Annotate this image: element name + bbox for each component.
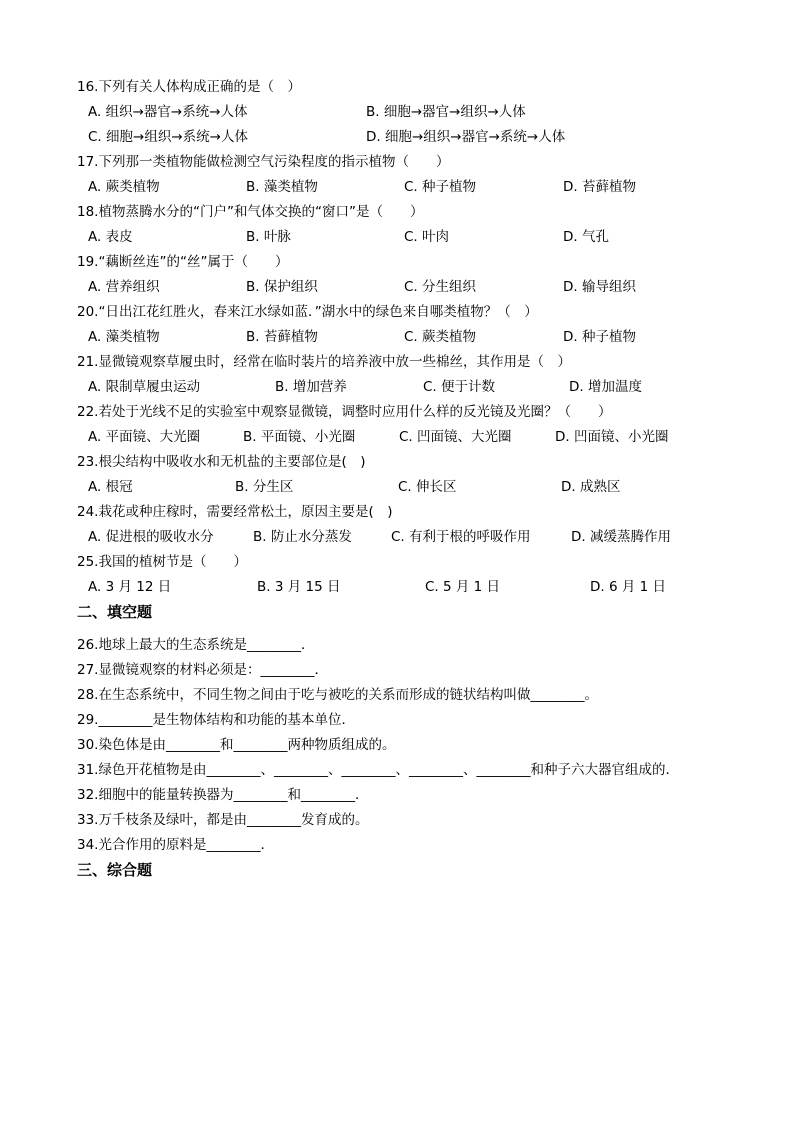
question-16: 16.下列有关人体构成正确的是（ ） bbox=[77, 79, 301, 95]
question-25-option-a: A. 3 月 12 日 bbox=[88, 579, 172, 595]
question-16-option-b: B. 细胞→器官→组织→人体 bbox=[366, 104, 526, 120]
question-25-option-b: B. 3 月 15 日 bbox=[257, 579, 341, 595]
question-16-option-d: D. 细胞→组织→器官→系统→人体 bbox=[366, 129, 566, 145]
question-21-option-b: B. 增加营养 bbox=[275, 379, 347, 395]
question-18: 18.植物蒸腾水分的“门户”和气体交换的“窗口”是（ ） bbox=[77, 204, 424, 220]
question-21-option-a: A. 限制草履虫运动 bbox=[88, 379, 201, 395]
question-22-option-a: A. 平面镜、大光圈 bbox=[88, 429, 201, 445]
question-20-option-b: B. 苔藓植物 bbox=[246, 329, 318, 345]
question-22-option-c: C. 凹面镜、大光圈 bbox=[399, 429, 512, 445]
question-18-option-a: A. 表皮 bbox=[88, 229, 133, 245]
question-18-option-b: B. 叶脉 bbox=[246, 229, 291, 245]
question-20-option-d: D. 种子植物 bbox=[563, 329, 636, 345]
question-19-option-a: A. 营养组织 bbox=[88, 279, 160, 295]
question-32: 32.细胞中的能量转换器为________和________． bbox=[77, 787, 369, 803]
question-21-option-c: C. 便于计数 bbox=[423, 379, 496, 395]
section-title-comprehensive: 三、综合题 bbox=[77, 861, 153, 879]
question-19: 19.“藕断丝连”的“丝”属于（ ） bbox=[77, 254, 289, 270]
question-25-option-d: D. 6 月 1 日 bbox=[590, 579, 667, 595]
question-16-option-a: A. 组织→器官→系统→人体 bbox=[88, 104, 248, 120]
question-22-option-b: B. 平面镜、小光圈 bbox=[243, 429, 356, 445]
question-34: 34.光合作用的原料是________． bbox=[77, 837, 274, 853]
question-22: 22.若处于光线不足的实验室中观察显微镜，调整时应用什么样的反光镜及光圈？（ ） bbox=[77, 404, 612, 420]
question-17: 17.下列那一类植物能做检测空气污染程度的指示植物（ ） bbox=[77, 154, 450, 170]
question-24-option-b: B. 防止水分蒸发 bbox=[253, 529, 352, 545]
question-27: 27.显微镜观察的材料必须是：________． bbox=[77, 662, 328, 678]
question-16-option-c: C. 细胞→组织→系统→人体 bbox=[88, 129, 248, 145]
question-19-option-c: C. 分生组织 bbox=[404, 279, 477, 295]
question-19-option-d: D. 输导组织 bbox=[563, 279, 636, 295]
section-title-fill-blank: 二、填空题 bbox=[77, 603, 153, 621]
question-21: 21.显微镜观察草履虫时，经常在临时装片的培养液中放一些棉丝，其作用是（ ） bbox=[77, 354, 571, 370]
question-29: 29.________是生物体结构和功能的基本单位． bbox=[77, 712, 355, 728]
question-33: 33.万千枝条及绿叶，都是由________发育成的。 bbox=[77, 812, 369, 828]
question-17-option-b: B. 藻类植物 bbox=[246, 179, 318, 195]
question-18-option-d: D. 气孔 bbox=[563, 229, 609, 245]
question-23-option-c: C. 伸长区 bbox=[398, 479, 457, 495]
question-23: 23.根尖结构中吸收水和无机盐的主要部位是( ) bbox=[77, 454, 366, 470]
question-25-option-c: C. 5 月 1 日 bbox=[425, 579, 501, 595]
question-17-option-a: A. 蕨类植物 bbox=[88, 179, 160, 195]
question-28: 28.在生态系统中，不同生物之间由于吃与被吃的关系而形成的链状结构叫做________。 bbox=[77, 687, 598, 703]
question-19-option-b: B. 保护组织 bbox=[246, 279, 318, 295]
question-18-option-c: C. 叶肉 bbox=[404, 229, 450, 245]
question-24-option-d: D. 减缓蒸腾作用 bbox=[571, 529, 671, 545]
question-17-option-d: D. 苔藓植物 bbox=[563, 179, 636, 195]
question-23-option-b: B. 分生区 bbox=[235, 479, 294, 495]
question-24-option-c: C. 有利于根的呼吸作用 bbox=[391, 529, 531, 545]
question-22-option-d: D. 凹面镜、小光圈 bbox=[555, 429, 669, 445]
question-23-option-a: A. 根冠 bbox=[88, 479, 133, 495]
question-24-option-a: A. 促进根的吸收水分 bbox=[88, 529, 214, 545]
question-21-option-d: D. 增加温度 bbox=[569, 379, 642, 395]
question-26: 26.地球上最大的生态系统是________． bbox=[77, 637, 315, 653]
question-31: 31.绿色开花植物是由________、________、________、________、________和种子六大器官组成的． bbox=[77, 762, 679, 778]
question-24: 24.栽花或种庄稼时，需要经常松土，原因主要是( ) bbox=[77, 504, 393, 520]
question-17-option-c: C. 种子植物 bbox=[404, 179, 477, 195]
question-20-option-a: A. 藻类植物 bbox=[88, 329, 160, 345]
question-30: 30.染色体是由________和________两种物质组成的。 bbox=[77, 737, 396, 753]
question-20: 20.“日出江花红胜火，春来江水绿如蓝．”湖水中的绿色来自哪类植物？（ ） bbox=[77, 304, 538, 320]
question-25: 25.我国的植树节是（ ） bbox=[77, 554, 247, 570]
question-20-option-c: C. 蕨类植物 bbox=[404, 329, 477, 345]
question-23-option-d: D. 成熟区 bbox=[561, 479, 621, 495]
